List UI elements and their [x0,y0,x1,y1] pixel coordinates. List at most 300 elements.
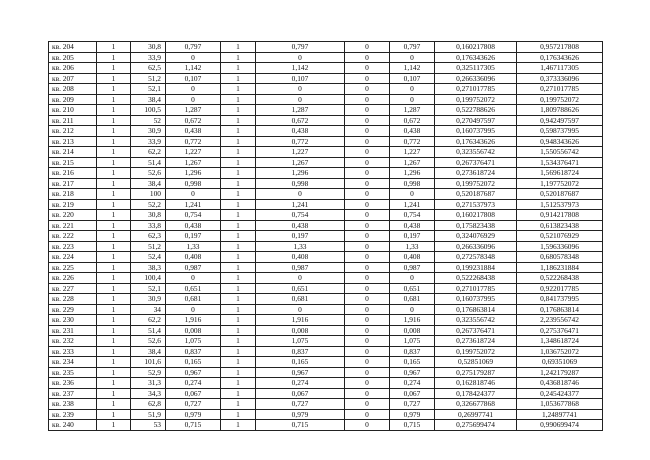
table-row [49,136,603,147]
cell-area: 62,2 [131,147,166,158]
cell-total: 0,990699474 [517,420,603,431]
cell-area: 100 [131,189,166,200]
cell-share: 0,271017785 [435,84,517,95]
cell-factor: 1 [221,189,256,200]
cell-zero: 0 [345,283,390,294]
cell-count: 1 [97,388,131,399]
cell-value-b: 0 [256,304,345,315]
cell-factor: 1 [221,346,256,357]
cell-factor: 1 [221,315,256,326]
cell-zero: 0 [345,147,390,158]
table-row [49,210,603,221]
cell-count: 1 [97,409,131,420]
cell-total: 0,948343626 [517,136,603,147]
table-row [49,52,603,63]
cell-factor: 1 [221,105,256,116]
cell-apartment: кв. 214 [49,147,97,158]
cell-area: 52,6 [131,336,166,347]
cell-total: 0,942497597 [517,115,603,126]
cell-area: 101,6 [131,357,166,368]
cell-apartment: кв. 217 [49,178,97,189]
cell-zero: 0 [345,241,390,252]
cell-area: 33,8 [131,220,166,231]
cell-value-b: 0,197 [256,231,345,242]
cell-count: 1 [97,157,131,168]
cell-area: 62,3 [131,231,166,242]
cell-value-b: 0,967 [256,367,345,378]
cell-share: 0,176863814 [435,304,517,315]
cell-value-a: 0,408 [166,252,221,263]
cell-share: 0,267376471 [435,157,517,168]
cell-total: 0,957217808 [517,42,603,53]
cell-share: 0,175823438 [435,220,517,231]
cell-share: 0,176343626 [435,136,517,147]
cell-apartment: кв. 226 [49,273,97,284]
cell-value-b: 1,33 [256,241,345,252]
cell-value-c: 1,267 [390,157,435,168]
cell-apartment: кв. 238 [49,399,97,410]
cell-zero: 0 [345,252,390,263]
cell-count: 1 [97,231,131,242]
cell-factor: 1 [221,399,256,410]
cell-value-b: 0,651 [256,283,345,294]
cell-value-a: 0 [166,94,221,105]
cell-value-c: 0,715 [390,420,435,431]
table-row [49,84,603,95]
cell-count: 1 [97,252,131,263]
cell-zero: 0 [345,220,390,231]
cell-area: 30,8 [131,210,166,221]
cell-apartment: кв. 236 [49,378,97,389]
cell-apartment: кв. 235 [49,367,97,378]
cell-value-c: 1,227 [390,147,435,158]
cell-value-c: 0,987 [390,262,435,273]
cell-share: 0,52851069 [435,357,517,368]
cell-count: 1 [97,52,131,63]
cell-value-a: 1,267 [166,157,221,168]
cell-value-a: 0,837 [166,346,221,357]
cell-value-a: 1,142 [166,63,221,74]
cell-share: 0,522788626 [435,105,517,116]
cell-value-b: 0,438 [256,220,345,231]
table-row [49,294,603,305]
cell-count: 1 [97,178,131,189]
cell-value-c: 0 [390,84,435,95]
cell-value-a: 0,754 [166,210,221,221]
cell-total: 0,271017785 [517,84,603,95]
cell-count: 1 [97,378,131,389]
cell-zero: 0 [345,178,390,189]
cell-zero: 0 [345,199,390,210]
cell-apartment: кв. 208 [49,84,97,95]
cell-factor: 1 [221,84,256,95]
cell-area: 51,9 [131,409,166,420]
cell-value-a: 1,296 [166,168,221,179]
cell-factor: 1 [221,115,256,126]
cell-value-c: 1,287 [390,105,435,116]
cell-area: 38,4 [131,178,166,189]
cell-value-b: 1,287 [256,105,345,116]
cell-value-a: 0,651 [166,283,221,294]
cell-value-a: 0,008 [166,325,221,336]
cell-factor: 1 [221,262,256,273]
cell-value-a: 1,287 [166,105,221,116]
cell-value-a: 1,33 [166,241,221,252]
table-row [49,325,603,336]
cell-factor: 1 [221,294,256,305]
cell-share: 0,266336096 [435,241,517,252]
cell-count: 1 [97,220,131,231]
cell-zero: 0 [345,84,390,95]
cell-apartment: кв. 205 [49,52,97,63]
cell-value-c: 0,274 [390,378,435,389]
cell-value-c: 0,672 [390,115,435,126]
cell-zero: 0 [345,262,390,273]
cell-area: 52,6 [131,168,166,179]
cell-zero: 0 [345,315,390,326]
table-row [49,178,603,189]
cell-total: 0,680578348 [517,252,603,263]
cell-apartment: кв. 229 [49,304,97,315]
cell-count: 1 [97,367,131,378]
cell-total: 0,613823438 [517,220,603,231]
cell-total: 1,053677868 [517,399,603,410]
cell-count: 1 [97,420,131,431]
cell-factor: 1 [221,241,256,252]
cell-total: 1,569618724 [517,168,603,179]
cell-zero: 0 [345,378,390,389]
cell-value-b: 0 [256,84,345,95]
cell-apartment: кв. 219 [49,199,97,210]
cell-value-c: 0,998 [390,178,435,189]
cell-area: 52,9 [131,367,166,378]
cell-apartment: кв. 240 [49,420,97,431]
cell-area: 33,9 [131,52,166,63]
cell-count: 1 [97,199,131,210]
cell-area: 38,3 [131,262,166,273]
cell-value-c: 0 [390,189,435,200]
cell-value-a: 0,165 [166,357,221,368]
cell-value-b: 0,979 [256,409,345,420]
cell-factor: 1 [221,199,256,210]
table-row [49,252,603,263]
cell-share: 0,522268438 [435,273,517,284]
table-row [49,420,603,431]
cell-apartment: кв. 228 [49,294,97,305]
cell-total: 1,348618724 [517,336,603,347]
table-row [49,367,603,378]
cell-value-b: 1,075 [256,336,345,347]
cell-zero: 0 [345,168,390,179]
cell-share: 0,273618724 [435,168,517,179]
table-row [49,378,603,389]
cell-count: 1 [97,189,131,200]
cell-count: 1 [97,262,131,273]
cell-area: 52 [131,115,166,126]
cell-total: 1,186231884 [517,262,603,273]
cell-value-a: 0,197 [166,231,221,242]
cell-zero: 0 [345,399,390,410]
cell-factor: 1 [221,367,256,378]
table-row [49,241,603,252]
cell-value-c: 0,408 [390,252,435,263]
cell-value-c: 0 [390,304,435,315]
cell-value-c: 0,165 [390,357,435,368]
cell-apartment: кв. 212 [49,126,97,137]
cell-total: 1,036752072 [517,346,603,357]
cell-value-b: 0 [256,94,345,105]
apartment-table [48,41,603,431]
cell-area: 30,8 [131,42,166,53]
cell-value-a: 0,967 [166,367,221,378]
cell-apartment: кв. 209 [49,94,97,105]
cell-zero: 0 [345,357,390,368]
cell-count: 1 [97,210,131,221]
cell-zero: 0 [345,136,390,147]
cell-apartment: кв. 210 [49,105,97,116]
cell-value-c: 0,727 [390,399,435,410]
cell-value-b: 1,296 [256,168,345,179]
cell-factor: 1 [221,273,256,284]
table-row [49,126,603,137]
cell-zero: 0 [345,273,390,284]
cell-apartment: кв. 221 [49,220,97,231]
cell-apartment: кв. 239 [49,409,97,420]
cell-count: 1 [97,126,131,137]
cell-total: 0,176343626 [517,52,603,63]
cell-share: 0,176343626 [435,52,517,63]
table-row [49,168,603,179]
cell-count: 1 [97,399,131,410]
cell-share: 0,270497597 [435,115,517,126]
cell-factor: 1 [221,231,256,242]
cell-total: 1,550556742 [517,147,603,158]
cell-area: 51,4 [131,157,166,168]
cell-share: 0,325117305 [435,63,517,74]
cell-value-b: 0,438 [256,126,345,137]
cell-zero: 0 [345,346,390,357]
cell-count: 1 [97,357,131,368]
cell-count: 1 [97,315,131,326]
cell-share: 0,271537973 [435,199,517,210]
cell-value-c: 1,142 [390,63,435,74]
cell-factor: 1 [221,325,256,336]
cell-apartment: кв. 207 [49,73,97,84]
cell-count: 1 [97,147,131,158]
table-row [49,231,603,242]
cell-value-b: 0 [256,52,345,63]
cell-value-c: 0 [390,273,435,284]
cell-value-a: 0,438 [166,220,221,231]
cell-count: 1 [97,84,131,95]
cell-value-a: 0,274 [166,378,221,389]
cell-area: 51,4 [131,325,166,336]
cell-value-c: 0 [390,52,435,63]
cell-factor: 1 [221,63,256,74]
cell-value-b: 1,227 [256,147,345,158]
cell-count: 1 [97,273,131,284]
cell-value-c: 0,008 [390,325,435,336]
cell-count: 1 [97,42,131,53]
cell-total: 0,520187687 [517,189,603,200]
cell-factor: 1 [221,252,256,263]
cell-total: 0,522268438 [517,273,603,284]
cell-total: 0,69351069 [517,357,603,368]
cell-value-c: 0,754 [390,210,435,221]
cell-zero: 0 [345,367,390,378]
cell-factor: 1 [221,357,256,368]
cell-value-c: 0,772 [390,136,435,147]
cell-total: 0,373336096 [517,73,603,84]
cell-zero: 0 [345,325,390,336]
cell-area: 34,3 [131,388,166,399]
cell-total: 0,245424377 [517,388,603,399]
cell-factor: 1 [221,304,256,315]
cell-apartment: кв. 224 [49,252,97,263]
cell-value-c: 1,241 [390,199,435,210]
cell-factor: 1 [221,168,256,179]
cell-factor: 1 [221,178,256,189]
cell-value-b: 1,142 [256,63,345,74]
table-row [49,189,603,200]
cell-total: 1,197752072 [517,178,603,189]
cell-factor: 1 [221,336,256,347]
table-row [49,199,603,210]
cell-count: 1 [97,94,131,105]
table-row [49,105,603,116]
cell-area: 53 [131,420,166,431]
cell-factor: 1 [221,409,256,420]
cell-apartment: кв. 232 [49,336,97,347]
cell-zero: 0 [345,126,390,137]
cell-value-a: 1,075 [166,336,221,347]
cell-share: 0,267376471 [435,325,517,336]
cell-value-c: 0 [390,94,435,105]
cell-apartment: кв. 223 [49,241,97,252]
cell-area: 51,2 [131,73,166,84]
cell-value-b: 0,681 [256,294,345,305]
cell-area: 100,4 [131,273,166,284]
cell-total: 0,275376471 [517,325,603,336]
cell-factor: 1 [221,210,256,221]
cell-value-b: 0 [256,189,345,200]
cell-share: 0,160737995 [435,126,517,137]
cell-value-b: 0,754 [256,210,345,221]
cell-share: 0,199752072 [435,94,517,105]
cell-factor: 1 [221,147,256,158]
cell-value-b: 0,672 [256,115,345,126]
cell-zero: 0 [345,115,390,126]
cell-total: 1,512537973 [517,199,603,210]
cell-area: 62,5 [131,63,166,74]
cell-value-b: 0,837 [256,346,345,357]
cell-value-b: 1,267 [256,157,345,168]
cell-share: 0,199231884 [435,262,517,273]
cell-value-c: 0,197 [390,231,435,242]
cell-zero: 0 [345,336,390,347]
cell-share: 0,326677868 [435,399,517,410]
cell-factor: 1 [221,388,256,399]
cell-value-b: 1,916 [256,315,345,326]
cell-area: 52,1 [131,283,166,294]
cell-value-b: 0,998 [256,178,345,189]
cell-count: 1 [97,105,131,116]
cell-factor: 1 [221,283,256,294]
cell-value-a: 0,772 [166,136,221,147]
table-body [49,42,603,431]
cell-count: 1 [97,283,131,294]
cell-value-a: 1,227 [166,147,221,158]
cell-share: 0,271017785 [435,283,517,294]
cell-apartment: кв. 231 [49,325,97,336]
cell-value-a: 0 [166,273,221,284]
cell-zero: 0 [345,409,390,420]
cell-value-a: 0,067 [166,388,221,399]
cell-share: 0,275179287 [435,367,517,378]
cell-factor: 1 [221,73,256,84]
cell-apartment: кв. 222 [49,231,97,242]
cell-apartment: кв. 230 [49,315,97,326]
cell-value-c: 0,681 [390,294,435,305]
cell-value-b: 0,797 [256,42,345,53]
cell-share: 0,272578348 [435,252,517,263]
cell-area: 38,4 [131,346,166,357]
cell-factor: 1 [221,420,256,431]
cell-share: 0,162818746 [435,378,517,389]
cell-value-a: 0,987 [166,262,221,273]
cell-value-a: 0,797 [166,42,221,53]
cell-count: 1 [97,168,131,179]
cell-value-c: 0,438 [390,220,435,231]
cell-total: 1,809788626 [517,105,603,116]
cell-area: 38,4 [131,94,166,105]
table-row [49,409,603,420]
cell-total: 0,598737995 [517,126,603,137]
cell-zero: 0 [345,304,390,315]
cell-value-b: 0,008 [256,325,345,336]
cell-share: 0,323556742 [435,315,517,326]
cell-zero: 0 [345,52,390,63]
cell-factor: 1 [221,126,256,137]
cell-zero: 0 [345,73,390,84]
cell-value-c: 1,075 [390,336,435,347]
cell-value-b: 0,408 [256,252,345,263]
cell-value-b: 0,727 [256,399,345,410]
table-row [49,157,603,168]
cell-share: 0,199752072 [435,346,517,357]
table-row [49,399,603,410]
cell-value-a: 0,979 [166,409,221,420]
cell-apartment: кв. 237 [49,388,97,399]
cell-zero: 0 [345,231,390,242]
cell-area: 51,2 [131,241,166,252]
cell-value-b: 0,067 [256,388,345,399]
cell-zero: 0 [345,294,390,305]
cell-area: 33,9 [131,136,166,147]
table-row [49,336,603,347]
cell-apartment: кв. 233 [49,346,97,357]
cell-zero: 0 [345,157,390,168]
cell-value-c: 0,797 [390,42,435,53]
cell-area: 30,9 [131,126,166,137]
cell-share: 0,160217808 [435,42,517,53]
cell-share: 0,266336096 [435,73,517,84]
cell-area: 30,9 [131,294,166,305]
cell-value-a: 1,916 [166,315,221,326]
cell-area: 62,8 [131,399,166,410]
cell-apartment: кв. 220 [49,210,97,221]
cell-value-a: 0,715 [166,420,221,431]
